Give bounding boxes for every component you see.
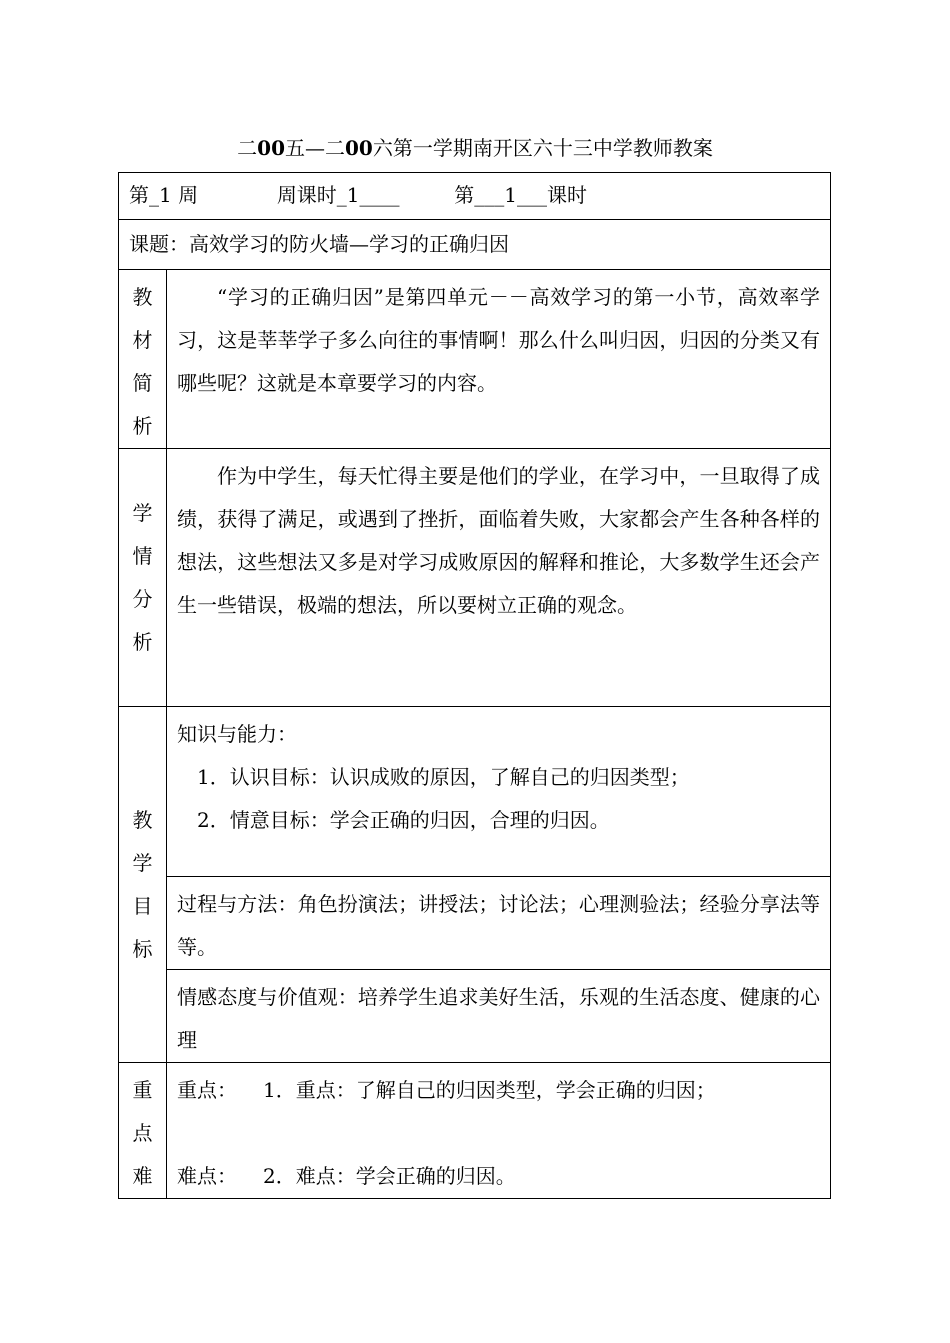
week-field: 第_1 周 — [129, 183, 199, 207]
emotion-values-text: 情感态度与价值观：培养学生追求美好生活，乐观的生活态度、健康的心理 — [177, 985, 820, 1052]
title-part-4: 00 — [345, 136, 373, 160]
textbook-label: 教 材 简 析 — [132, 285, 153, 438]
key-point-line — [177, 1069, 820, 1112]
lesson-plan-table — [118, 172, 831, 1199]
title-part-3: 五—二 — [285, 136, 345, 160]
knowledge-item: 2．情意目标：学会正确的归因，合理的归因。 — [197, 808, 610, 832]
textbook-analysis-text: “学习的正确归因”是第四单元－－高效学习的第一小节，高效率学习，这是莘莘学子多么向往的事情啊！那么什么叫归因，归因的分类又有哪些呢？这就是本章要学习的内容。 — [177, 285, 820, 395]
weekly-hours-field: 周课时_1____ — [276, 183, 400, 207]
title-part-5: 六第一学期南开区六十三中学教师教案 — [372, 136, 713, 160]
difficult-point-label: 难点： — [177, 1164, 237, 1188]
objectives-label: 教 学 目 标 — [132, 807, 153, 961]
topic-text: 课题：高效学习的防火墙—学习的正确归因 — [129, 232, 509, 256]
difficult-point-text: 2．难点：学会正确的归因。 — [263, 1164, 516, 1188]
student-analysis-label: 学 情 分 析 — [132, 500, 153, 654]
key-points-row — [119, 1063, 831, 1199]
key-point-text: 1．重点：了解自己的归因类型，学会正确的归因； — [263, 1078, 716, 1102]
objectives-knowledge-row — [119, 707, 831, 877]
knowledge-item: 1．认识目标：认识成败的原因，了解自己的归因类型； — [197, 765, 690, 789]
topic-row — [119, 220, 831, 270]
key-points-label: 重 点 难 — [132, 1078, 153, 1188]
student-analysis-text: 作为中学生，每天忙得主要是他们的学业，在学习中，一旦取得了成绩，获得了满足，或遇到了挫折，面临着失败，大家都会产生各种各样的想法，这些想法又多是对学习成败原因的解释和推论，大多数学生还会产生一些错误，极端的想法，所以要树立正确的观念。 — [177, 464, 820, 617]
key-point-label: 重点： — [177, 1078, 237, 1102]
lesson-number-field: 第___1___课时 — [454, 183, 587, 207]
page-title — [0, 133, 950, 163]
header-row — [119, 173, 831, 220]
difficult-point-line — [177, 1155, 820, 1198]
process-method-text: 过程与方法：角色扮演法；讲授法；讨论法；心理测验法；经验分享法等等。 — [177, 892, 820, 959]
title-part-2: 00 — [257, 136, 285, 160]
objectives-emotion-row — [119, 970, 831, 1063]
objectives-process-row — [119, 877, 831, 970]
title-part-1: 二 — [237, 136, 258, 160]
textbook-analysis-row — [119, 270, 831, 449]
knowledge-title: 知识与能力： — [177, 722, 297, 746]
student-analysis-row — [119, 449, 831, 707]
